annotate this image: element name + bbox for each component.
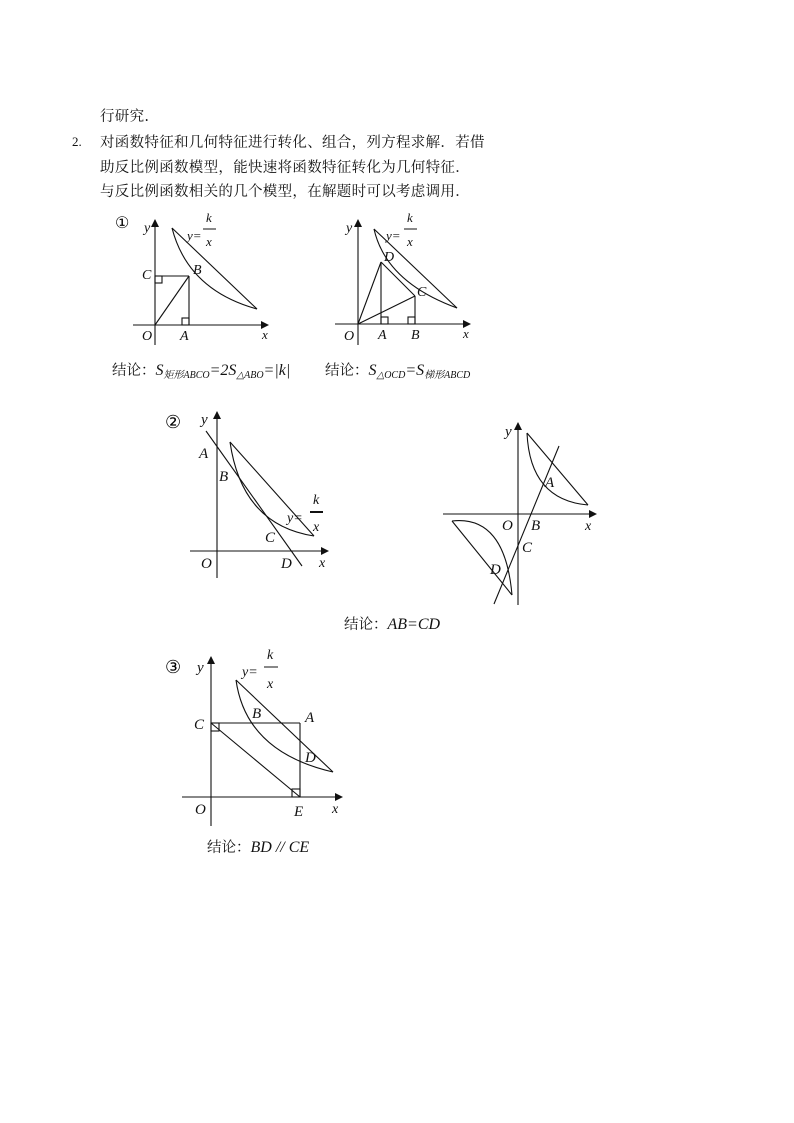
label-origin: O [201,556,212,572]
area-subscript: 梯形ABCD [424,370,471,381]
item-number: 2. [72,134,82,149]
label-point-b: B [219,469,229,485]
conclusion-1a [112,359,290,380]
label-point-d: D [281,556,292,572]
label-origin: O [344,329,355,344]
equation-denominator: x [206,234,212,249]
equation-prefix: y= [187,228,202,243]
figure-1b [335,220,470,345]
chord-q1 [527,433,588,505]
segment-ce [211,723,300,797]
model1-marker: ① [115,215,130,232]
label-point-b: B [411,328,420,343]
label-point-a: A [545,475,555,491]
equation-numerator: k [206,210,212,225]
conclusion-1b [325,359,470,380]
area-subscript: △ABO [236,370,264,381]
label-point-a: A [180,329,189,344]
model3-marker: ③ [165,657,182,677]
area-symbol: S [155,362,164,379]
conclusion-expression: AB=CD [387,616,441,633]
label-point-b: B [193,263,202,278]
right-angle-a [182,318,189,325]
label-point-d: D [384,250,395,265]
label-origin: O [142,329,153,344]
label-x: x [332,802,339,817]
conclusion-prefix: 结论： [207,840,251,856]
equation-denominator: x [313,520,320,535]
area-subscript: △OCD [376,370,406,381]
label-x: x [319,556,326,571]
segment-dc [381,262,415,296]
label-point-c: C [522,540,533,556]
equation-numerator: k [267,648,274,663]
equals: = [405,362,417,379]
k-symbol: k [278,362,286,379]
label-point-d: D [490,562,501,578]
text-line-3: 助反比例函数模型，能快速将函数特征转化为几何特征． [100,160,470,176]
label-y: y [144,221,151,236]
label-x: x [585,519,592,534]
text-line-2: 对函数特征和几何特征进行转化、组合，列方程求解．若借 [100,135,485,151]
equation-numerator: k [407,210,413,225]
conclusion-expression: BD // CE [250,839,310,856]
label-point-e: E [294,804,304,820]
label-y: y [346,221,353,236]
label-point-a: A [305,710,315,726]
chord-line [172,228,257,309]
label-y: y [505,424,512,440]
figure-2b [443,423,596,605]
straight-line-ad [206,431,302,566]
conclusion-3 [207,836,309,857]
label-point-a: A [378,328,387,343]
text-line-1: 行研究. [100,109,150,125]
chord-line [236,680,333,772]
figure-2a [190,412,328,578]
label-point-a: A [199,446,209,462]
area-symbol: S [416,362,425,379]
area-symbol: S [368,362,377,379]
abs-close: | [285,362,291,379]
label-origin: O [195,802,206,818]
equals-abs: =| [263,362,279,379]
area-symbol: S [228,362,237,379]
label-point-d: D [305,750,316,766]
model2-marker: ② [165,412,182,432]
conclusion-2 [344,613,440,634]
equation-denominator: x [267,677,274,692]
figure-3 [182,657,342,826]
label-point-b: B [252,706,262,722]
right-angle-a [381,317,388,324]
label-y: y [197,660,204,676]
label-x: x [262,327,268,342]
label-point-b: B [531,518,541,534]
conclusion-prefix: 结论： [325,363,369,379]
right-angle-b [408,317,415,324]
label-origin: O [502,518,513,534]
text-line-4: 与反比例函数相关的几个模型，在解题时可以考虑调用． [100,184,470,200]
equation-prefix: y= [242,665,258,680]
equation-prefix: y= [386,228,401,243]
label-point-c: C [142,268,152,283]
label-x: x [463,326,469,341]
label-point-c: C [194,717,205,733]
label-point-c: C [265,530,276,546]
conclusion-prefix: 结论： [112,363,156,379]
label-y: y [201,412,208,428]
equation-prefix: y= [287,511,303,526]
equation-numerator: k [313,493,320,508]
conclusion-prefix: 结论： [344,617,388,633]
equals-two: =2 [209,362,229,379]
label-point-c: C [417,285,427,300]
right-angle-c [155,276,162,283]
equation-denominator: x [407,234,413,249]
area-subscript: 矩形ABCO [163,370,210,381]
